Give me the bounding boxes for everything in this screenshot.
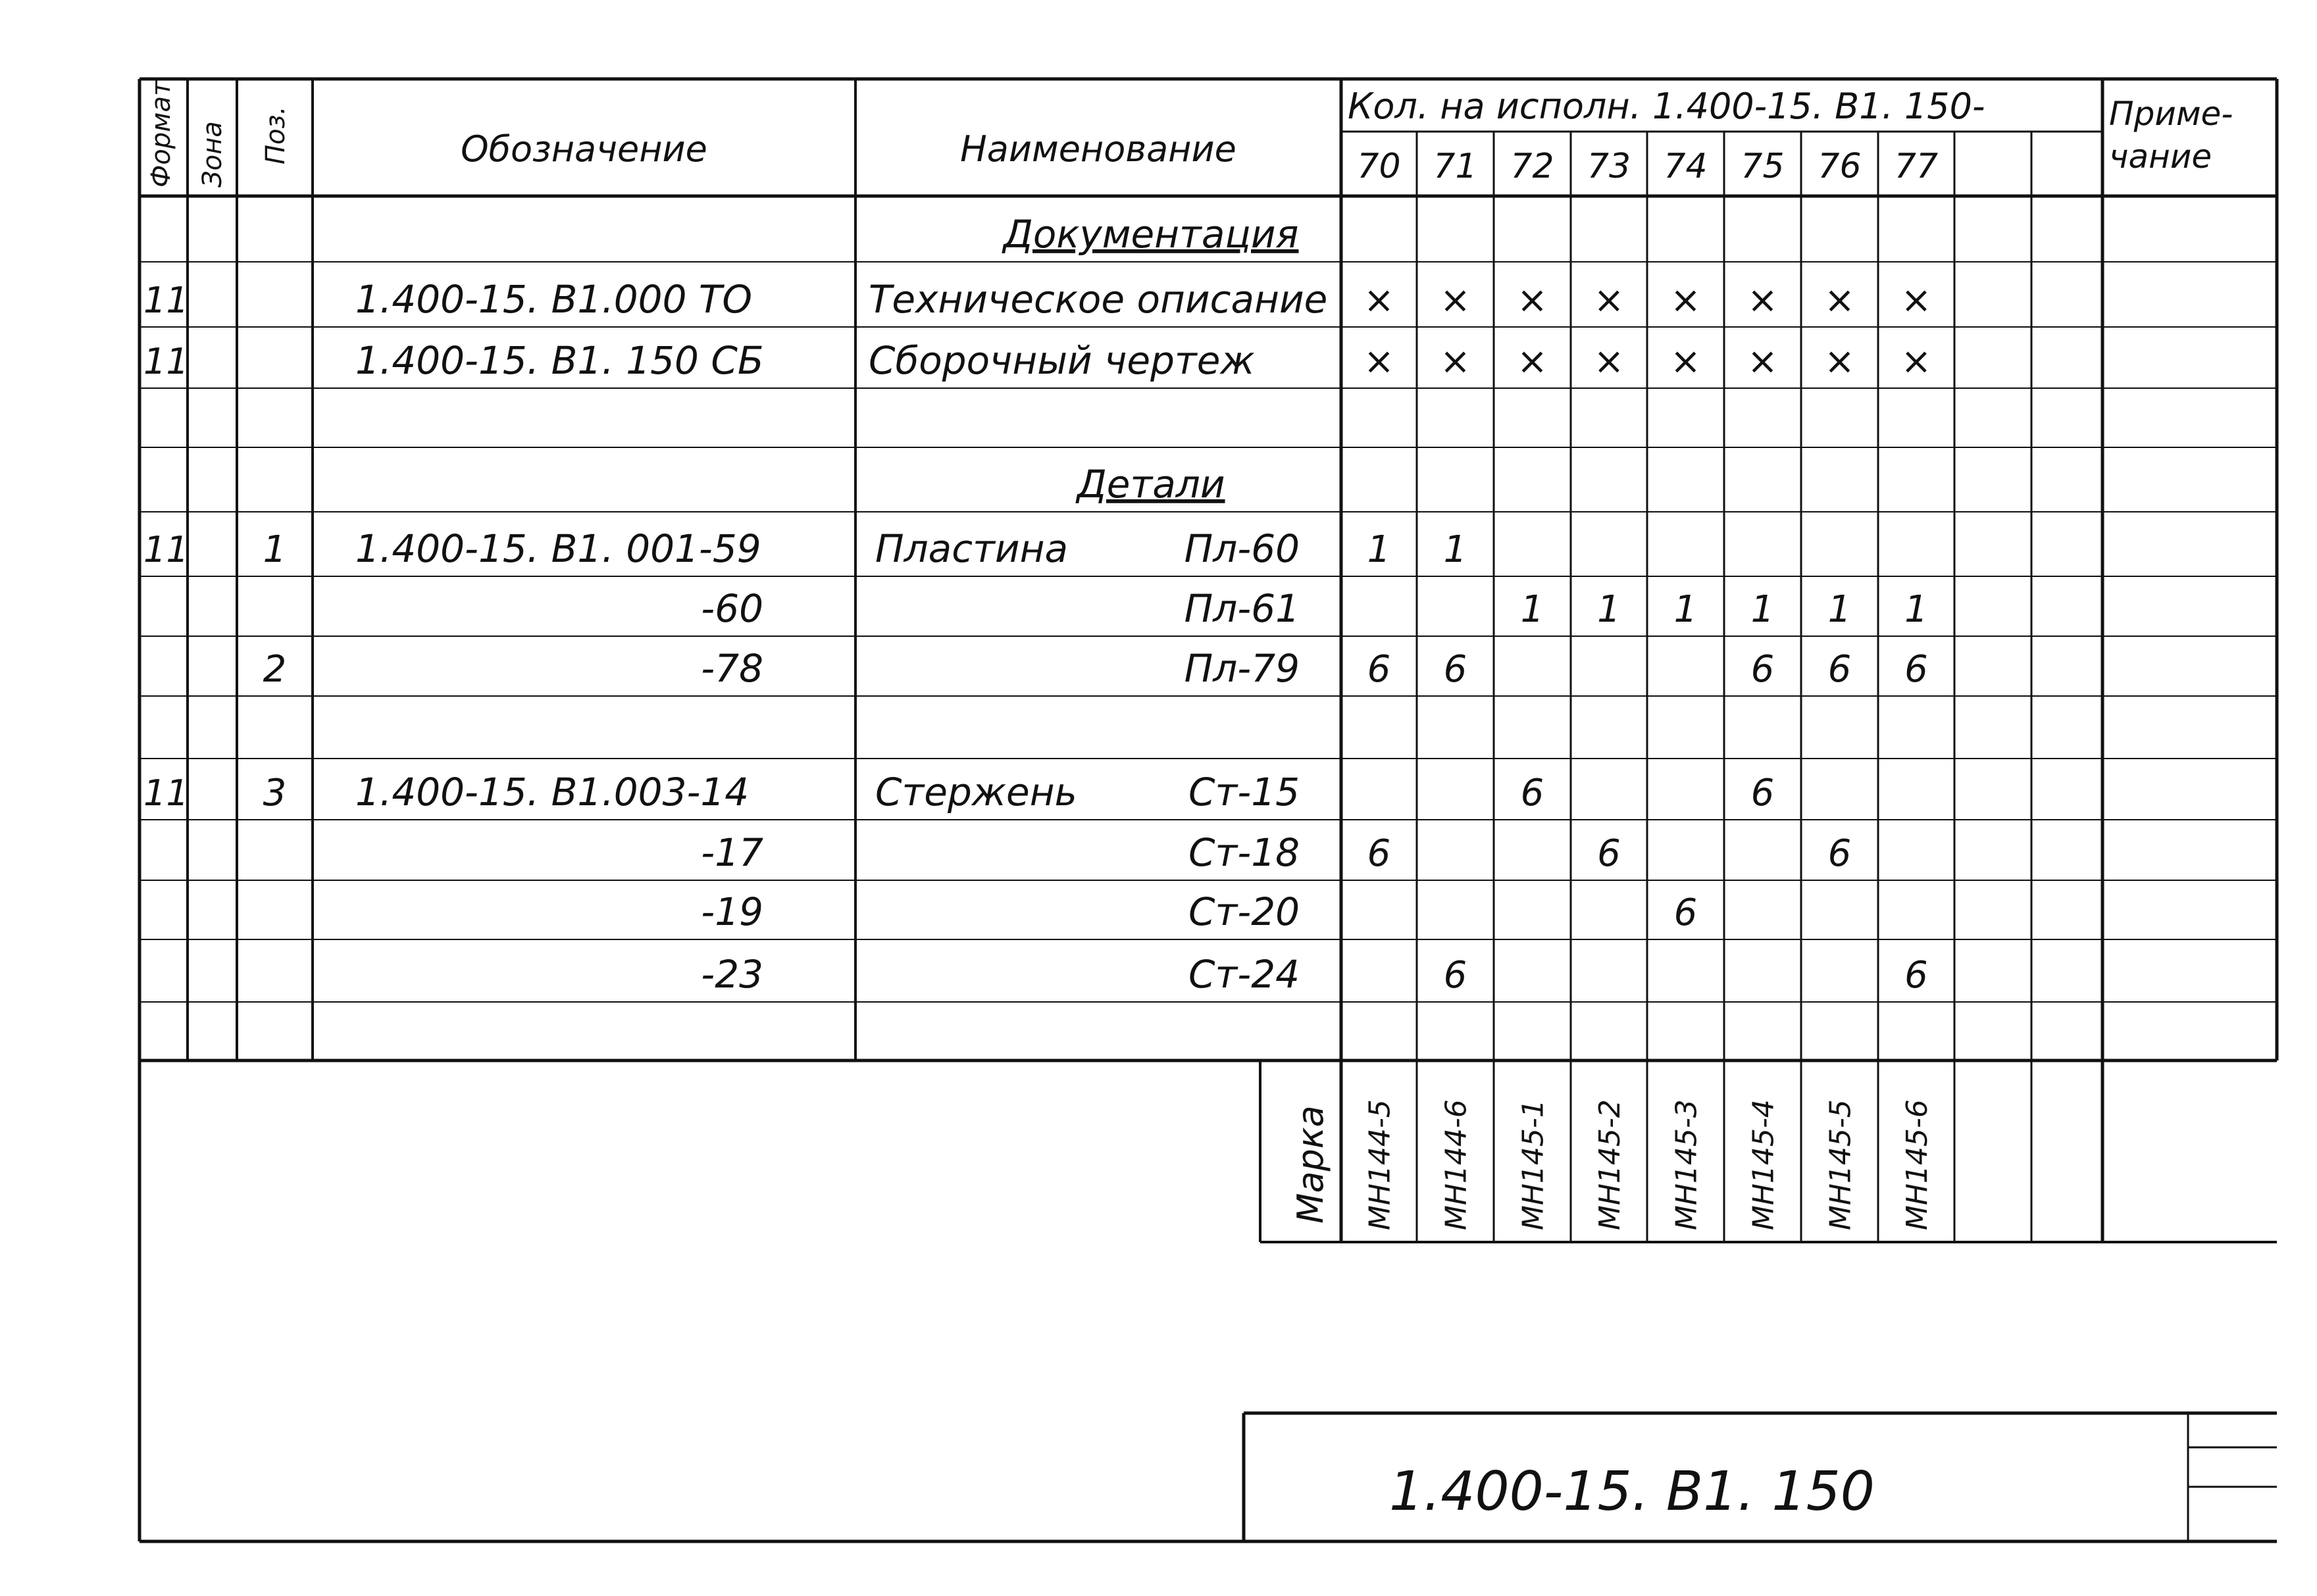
qty-cell: 1 xyxy=(1443,528,1467,571)
row-name-mark: Ст-24 xyxy=(1188,952,1300,997)
row-name: Стержень xyxy=(875,770,1077,814)
header-name: Наименование xyxy=(960,128,1236,170)
row-name-mark: Пл-79 xyxy=(1184,646,1300,691)
row-designation: -78 xyxy=(701,646,763,691)
row-pos: 1 xyxy=(263,528,287,571)
variant-number: 76 xyxy=(1818,147,1862,186)
doc-number: 1.400-15. В1. 150 xyxy=(1389,1460,1875,1523)
qty-cell: × xyxy=(1593,279,1625,322)
qty-cell: 1 xyxy=(1827,588,1852,631)
qty-cell: 6 xyxy=(1673,891,1698,934)
qty-cell: 6 xyxy=(1750,648,1775,691)
row-designation: -23 xyxy=(701,952,763,997)
section-heading: Детали xyxy=(1077,462,1225,507)
qty-cell: × xyxy=(1670,340,1701,383)
header-note: Приме- xyxy=(2109,95,2233,133)
row-designation: 1.400-15. В1.000 ТО xyxy=(355,277,752,322)
marka-label: Марка xyxy=(1290,1105,1331,1224)
marka-value: МН145-4 xyxy=(1746,1099,1781,1230)
row-format: 11 xyxy=(143,341,189,382)
header-zone: Зона xyxy=(197,121,228,187)
marka-value: МН145-3 xyxy=(1669,1099,1704,1230)
qty-cell: × xyxy=(1517,279,1548,322)
row-name-mark: Ст-20 xyxy=(1188,889,1300,934)
header-designation: Обозначение xyxy=(461,128,707,170)
qty-cell: × xyxy=(1824,340,1855,383)
qty-cell: 6 xyxy=(1367,832,1391,875)
variant-number: 73 xyxy=(1587,147,1631,186)
qty-cell: × xyxy=(1747,279,1778,322)
qty-cell: 1 xyxy=(1673,588,1698,631)
qty-cell: 6 xyxy=(1904,648,1928,691)
row-format: 11 xyxy=(143,529,189,570)
qty-cell: × xyxy=(1440,279,1471,322)
qty-cell: × xyxy=(1363,340,1394,383)
qty-cell: × xyxy=(1747,340,1778,383)
qty-cell: 1 xyxy=(1904,588,1928,631)
qty-cell: × xyxy=(1900,279,1932,322)
row-format: 11 xyxy=(143,772,189,814)
qty-cell: × xyxy=(1900,340,1932,383)
table-text xyxy=(143,80,2233,1523)
marka-value: МН145-1 xyxy=(1516,1099,1550,1230)
row-pos: 3 xyxy=(263,772,287,814)
header-qty-title: Кол. на исполн. 1.400-15. В1. 150- xyxy=(1348,86,1985,127)
qty-cell: 6 xyxy=(1597,832,1621,875)
row-designation: 1.400-15. В1.003-14 xyxy=(355,770,750,814)
variant-number: 75 xyxy=(1741,147,1785,186)
marka-value: МН144-5 xyxy=(1363,1099,1397,1230)
qty-cell: × xyxy=(1670,279,1701,322)
row-pos: 2 xyxy=(263,648,287,691)
qty-cell: 1 xyxy=(1367,528,1391,571)
variant-number: 71 xyxy=(1433,147,1477,186)
qty-cell: × xyxy=(1517,340,1548,383)
marka-value: МН145-6 xyxy=(1900,1099,1934,1230)
qty-cell: 6 xyxy=(1367,648,1391,691)
qty-cell: 6 xyxy=(1520,772,1544,814)
row-name-mark: Ст-15 xyxy=(1188,770,1300,814)
section-heading: Документация xyxy=(1003,212,1299,257)
row-name: Пластина xyxy=(875,526,1069,571)
row-name-mark: Пл-61 xyxy=(1184,586,1300,631)
marka-value: МН145-5 xyxy=(1823,1099,1858,1230)
row-name: Сборочный чертеж xyxy=(869,338,1255,383)
row-name-mark: Ст-18 xyxy=(1188,830,1300,875)
variant-number: 74 xyxy=(1664,147,1708,186)
qty-cell: × xyxy=(1363,279,1394,322)
qty-cell: × xyxy=(1824,279,1855,322)
qty-cell: 1 xyxy=(1750,588,1775,631)
row-designation: -19 xyxy=(701,889,763,934)
qty-cell: 6 xyxy=(1827,832,1852,875)
variant-number: 77 xyxy=(1894,147,1939,186)
header-pos: Поз. xyxy=(261,106,291,164)
qty-cell: × xyxy=(1593,340,1625,383)
qty-cell: × xyxy=(1440,340,1471,383)
row-name: Техническое описание xyxy=(869,277,1328,322)
qty-cell: 1 xyxy=(1597,588,1621,631)
qty-cell: 1 xyxy=(1520,588,1544,631)
row-designation: 1.400-15. В1. 150 СБ xyxy=(355,338,764,383)
qty-cell: 6 xyxy=(1750,772,1775,814)
qty-cell: 6 xyxy=(1443,648,1467,691)
variant-number: 72 xyxy=(1510,147,1554,186)
variant-number: 70 xyxy=(1357,147,1401,186)
qty-cell: 6 xyxy=(1904,954,1928,997)
row-designation: -17 xyxy=(701,830,763,875)
row-designation: -60 xyxy=(701,586,763,631)
row-name-mark: Пл-60 xyxy=(1184,526,1300,571)
qty-cell: 6 xyxy=(1827,648,1852,691)
row-designation: 1.400-15. В1. 001-59 xyxy=(355,526,761,571)
qty-cell: 6 xyxy=(1443,954,1467,997)
header-format: Формат xyxy=(146,80,176,187)
marka-value: МН144-6 xyxy=(1439,1099,1473,1230)
row-format: 11 xyxy=(143,280,189,321)
marka-value: МН145-2 xyxy=(1593,1099,1627,1230)
header-note: чание xyxy=(2109,137,2212,176)
